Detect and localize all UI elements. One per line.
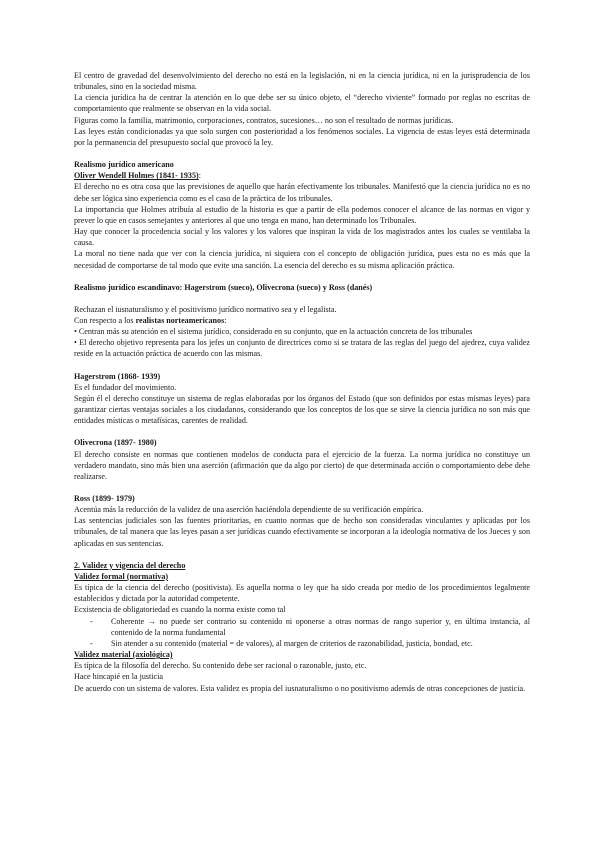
author-heading-ross: Ross (1899- 1979) <box>74 494 135 503</box>
author-heading-hagerstrom: Hagerstrom (1868- 1939) <box>74 371 161 381</box>
subheading-validez-material: Validez material (axiológica) <box>74 650 173 660</box>
bullet-icon: • <box>74 338 77 348</box>
ross-paragraph: Acentúa más la reducción de la validez de una aserción haciéndola dependiente de su verificación empírica. <box>74 505 424 515</box>
intro-paragraph: Las leyes están condicionadas ya que solo surgen con posterioridad a los fenómenos sociales. La vigencia de estas leyes está determinada por la permanencia del presupuesto social que provocó la ley. <box>74 126 530 147</box>
intro-paragraph: Figuras como la familia, matrimonio, corporaciones, contratos, sucesiones… no son el resultado de normas jurídicas. <box>74 115 454 125</box>
holmes-paragraph: Hay que conocer la procedencia social y los valores y los valores que inspiran la vida de los magistrados antes los cuales se ventilaba la causa. <box>74 227 530 248</box>
dash-icon: - <box>90 638 93 648</box>
author-heading-holmes: Oliver Wendell Holmes (1841- 1935): <box>74 171 201 181</box>
validez-formal-paragraph: Ecxistencia de obligatoriedad es cuando la norma existe como tal <box>74 605 286 615</box>
intro-paragraph: La ciencia jurídica ha de centrar la atención en lo que debe ser su único objeto, el “derecho viviente” formado por reglas no escritas de comportamiento que realmente se observan en la vida social. <box>74 93 530 114</box>
hagerstrom-paragraph: Es el fundador del movimiento. <box>74 382 177 392</box>
validez-material-paragraph: De acuerdo con un sistema de valores. Esta validez es propia del iusnaturalismo o no positivismo además de otras concepciones de justicia. <box>74 683 526 693</box>
section-heading-realismo-escandinavo: Realismo jurídico escandinavo: Hagerstrom (sueco), Olivecrona (sueco) y Ross (danés) <box>74 282 373 292</box>
bullet-item: • El derecho objetivo representa para los jefes un conjunto de directrices como si se tratara de las reglas del juego del ajedrez, cuya validez reside en la actuación práctica de acuerdo con las mismas. <box>74 338 530 359</box>
section-heading-validez: 2. Validez y vigencia del derecho <box>74 560 186 570</box>
section-heading-realismo-americano: Realismo jurídico americano <box>74 160 174 170</box>
holmes-paragraph: La moral no tiene nada que ver con la ciencia jurídica, ni siquiera con el concepto de obligación jurídica, pues esta no es más que la necesidad de comportarse de tal modo que evite una sanción. La esencia del derecho es su misma aplicación práctica. <box>74 249 530 270</box>
validez-formal-paragraph: Es típica de la ciencia del derecho (positivista). Es aquella norma o ley que ha sido creada por medio de los procedimientos legalmente establecidos y dictada por la autoridad competente. <box>74 583 530 604</box>
validez-material-paragraph: Hace hincapié en la justicia <box>74 672 163 682</box>
dash-icon: - <box>90 616 93 626</box>
escandinavo-respect-line: Con respecto a los realistas norteamericanos: <box>74 315 227 325</box>
document-page <box>74 70 530 694</box>
dash-list-item: - Sin atender a su contenido (material = de valores), al margen de criterios de razonabilidad, justicia, bondad, etc. <box>90 638 473 648</box>
bullet-icon: • <box>74 327 77 337</box>
olivecrona-paragraph: El derecho consiste en normas que contienen modelos de conducta para el ejercicio de la fuerza. La norma jurídica no constituye un verdadero mandato, sino más bien una aserción (afirmación que da algo por cierto) de que determinada acción o comportamiento debe debe realizarse. <box>74 449 530 481</box>
ross-paragraph: Las sentencias judiciales son las fuentes prioritarias, en cuanto normas que de hecho son consideradas vinculantes y aplicadas por los tribunales, de tal manera que las leyes pasan a ser jurídicas cuando efectivamente se incorporan a la ideología normativa de los Jueces y son aplicadas en sus sentencias. <box>74 516 530 548</box>
holmes-paragraph: El derecho no es otra cosa que las previsiones de aquello que harán efectivamente los tribunales. Manifestó que la ciencia jurídica no es no debe ser lógica sino experiencia como es el caso de la práctica de los tribunales. <box>74 182 530 203</box>
escandinavo-paragraph: Rechazan el iusnaturalismo y el positivismo jurídico normativo sea y el legalista. <box>74 304 337 314</box>
bullet-item: • Centran más su atención en el sistema jurídico, considerado en su conjunto, que en la actuación concreta de los tribunales <box>74 327 473 337</box>
intro-paragraph: El centro de gravedad del desenvolvimiento del derecho no está en la legislación, ni en la ciencia jurídica, ni en la jurisprudencia de los tribunales, sino en la sociedad misma. <box>74 71 530 92</box>
subheading-validez-formal: Validez formal (normativa) <box>74 571 169 581</box>
validez-material-paragraph: Es típica de la filosofía del derecho. Su contenido debe ser racional o razonable, justo, etc. <box>74 661 367 671</box>
holmes-paragraph: La importancia que Holmes atribuía al estudio de la historia es que a partir de ella podemos conocer el alcance de las normas en vigor y prever lo que en casos semejantes y anteriores al que uno tenga en mano, han determinado los Tribunales. <box>74 204 530 225</box>
hagerstrom-paragraph: Según él el derecho constituye un sistema de reglas elaboradas por los órganos del Estado (que son definidos por estas mismas leyes) para garantizar ciertas ventajas sociales a los ciudadanos, considerando que los conceptos de los que se sirve la ciencia jurídica no son más que entidades místicas o metafísicas, carentes de realidad. <box>74 393 530 426</box>
dash-list-item: - Coherente → no puede ser contrario su contenido ni oponerse a otras normas de rango superior y, en última instancia, al contenido de la norma fundamental <box>90 616 530 637</box>
author-heading-olivecrona: Olivecrona (1897- 1980) <box>74 438 157 448</box>
